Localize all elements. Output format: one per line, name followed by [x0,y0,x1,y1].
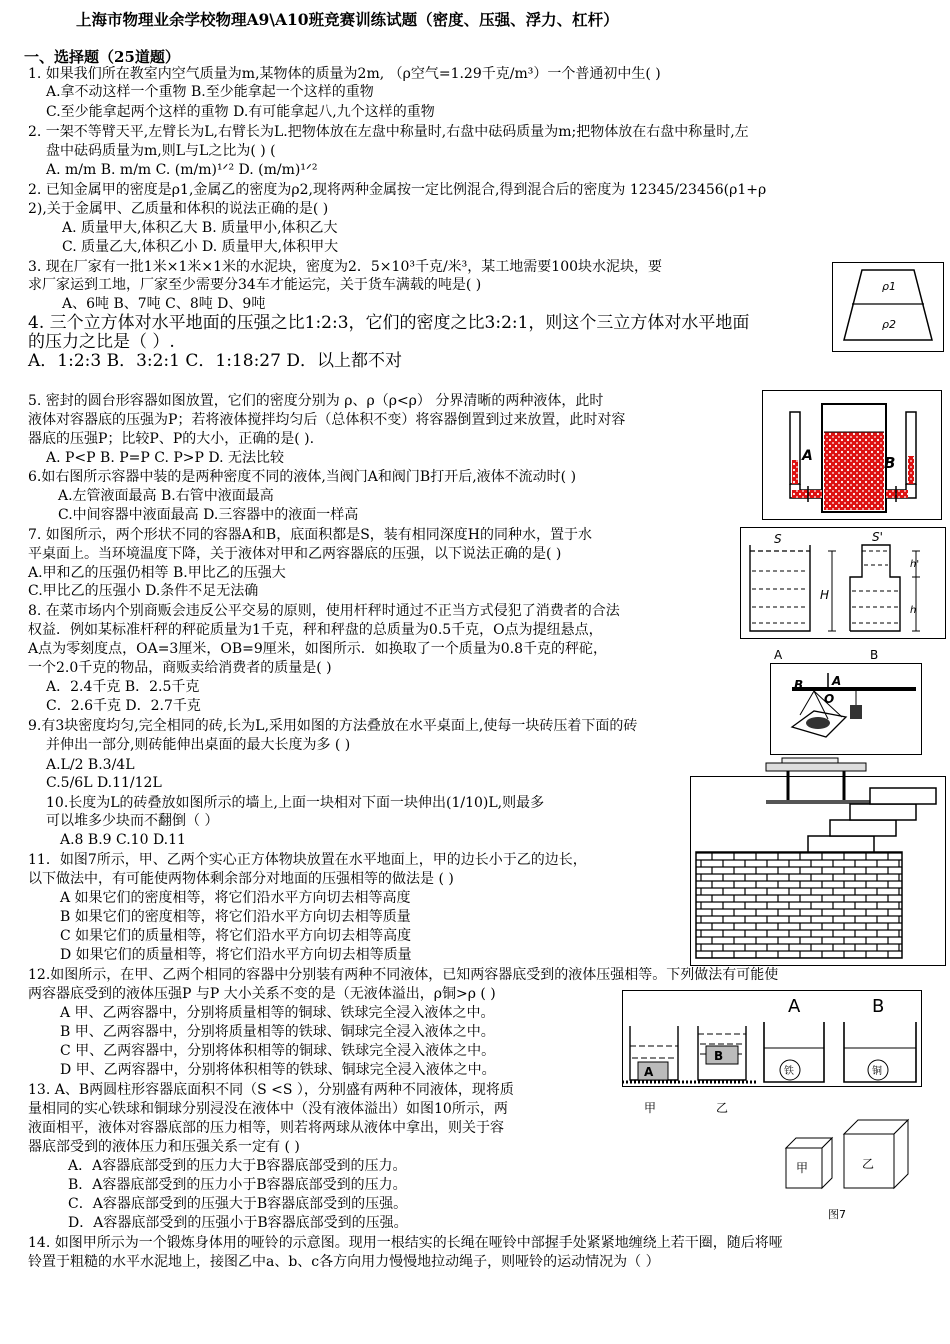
question-line: 7. 如图所示，两个形状不同的容器A和B，底面积都是S，装有相同深度H的同种水，置于水 [28,527,593,543]
figure-7-caption: 图7 [828,1208,846,1221]
question-line: 器底部受到的液体压力和压强关系一定有 ( ) [28,1139,300,1155]
question-line: C 如果它们的质量相等，将它们沿水平方向切去相等高度 [60,928,412,944]
question-line: 液面相平，液体对容器底部的压力相等，则若将两球从液体中拿出，则关于容 [28,1120,504,1136]
question-line: 铃置于粗糙的水平水泥地上，接图乙中a、b、c各方向用力慢慢地拉动绳子，则哑铃的运动情况为（ ） [28,1254,660,1270]
question-line: 6.如右图所示容器中装的是两种密度不同的液体,当阀门A和阀门B打开后,液体不流动时( ) [28,469,577,485]
s-label: S [774,532,782,546]
question-line: A 甲、乙两容器中，分别将质量相等的铜球、铁球完全浸入液体之中。 [60,1005,495,1021]
yi-label: 乙 [716,1101,729,1115]
question-line: A、6吨 B、7吨 C、8吨 D、9吨 [62,296,266,312]
question-line: C.中间容器中液面最高 D.三容器中的液面一样高 [58,507,359,523]
question-line: 5. 密封的圆台形容器如图放置，它们的密度分别为 ρ、ρ（ρ<ρ） 分界清晰的两种液体，此时 [28,393,604,409]
valve-a-label: A [802,448,813,464]
question-line: 求厂家运到工地，厂家至少需要分34车才能运完，关于货车满载的吨是( ) [28,277,482,293]
container-b-in-label: B [714,1049,724,1063]
h-label: h [910,605,917,616]
h-big-label: H [820,588,830,602]
bar-o-label: O [824,692,835,706]
question-line: 12.如图所示，在甲、乙两个相同的容器中分别装有两种不同液体，已知两容器底受到的液体压强相等。下列做法有可能使 [28,967,779,983]
iron-ball-label: 铁 [784,1066,794,1077]
bar-a-label: A [832,674,842,688]
question-line: 10.长度为L的砖叠放如图所示的墙上,上面一块相对下面一块伸出(1/10)L,则最多 [46,795,545,811]
top-b-label: B [872,996,885,1017]
question-line: A．A容器底部受到的压力大于B容器底部受到的压力。 [68,1158,407,1174]
question-line: 2),关于金属甲、乙质量和体积的说法正确的是( ) [28,201,329,217]
container-a-in-label: A [644,1065,654,1079]
question-line: C.5/6L D.11/12L [46,775,162,791]
question-line: A点为零刻度点，OA=3厘米，OB=9厘米，如图所示．如换取了一个质量为0.8千克的秤砣， [28,641,608,657]
question-line: 液体对容器底的压强为P；若将液体搅拌均匀后（总体积不变）将容器倒置到过来放置，此时对容 [28,412,626,428]
question-line: 3. 现在厂家有一批1米×1米×1米的水泥块，密度为2．5×10³千克/米³，某工地需要100块水泥块，要 [28,259,663,275]
containers-12-figure [622,990,922,1118]
copper-ball-label: 铜 [872,1066,882,1077]
question-line: 13. A、B两圆柱形容器底面积不同（S <S ），分别盛有两种不同液体，现将质 [28,1082,514,1098]
question-line: D 甲、乙两容器中，分别将体积相等的铁球、铜球完全浸入液体之中。 [60,1062,496,1078]
question-line: 一个2.0千克的物品，商贩卖给消费者的质量是( ) [28,660,332,676]
question-line: D 如果它们的质量相等，将它们沿水平方向切去相等质量 [60,947,412,963]
question-line: D．A容器底部受到的压强小于B容器底部受到的压强。 [68,1215,408,1231]
question-line: 盘中砝码质量为m,则L与L之比为( ) ( [46,143,276,159]
question-line: A.拿不动这样一个重物 B.至少能拿起一个这样的重物 [46,84,374,100]
question-line: 8. 在菜市场内个别商贩会违反公平交易的原则，使用杆秤时通过不正当方式侵犯了消费者的合法 [28,603,620,619]
question-line: C 甲、乙两容器中，分别将体积相等的铜球、铁球完全浸入液体之中。 [60,1043,496,1059]
question-line: 量相同的实心铁球和铜球分别浸没在液体中（没有液体溢出）如图10所示，两 [28,1101,508,1117]
question-line: 2. 已知金属甲的密度是ρ1,金属乙的密度为ρ2,现将两种金属按一定比例混合,得到混合后的密度为 12345/23456(ρ1+ρ [28,182,767,198]
question-line: C．2.6千克 D．2.7千克 [46,698,201,714]
question-line: 器底的压强P；比较P、P的大小，正确的是( ). [28,431,315,447]
question-line: 9.有3块密度均匀,完全相同的砖,长为L,采用如图的方法叠放在水平桌面上,使每一块砖压着下面的砖 [28,718,638,734]
section-heading: 一、选择题（25道题） [24,48,180,66]
question-line: 权益．例如某标准杆秤的秤砣质量为1千克，秤和秤盘的总质量为0.5千克，O点为提纽悬点， [28,622,603,638]
question-line: 14. 如图甲所示为一个锻炼身体用的哑铃的示意图。现用一根结实的长绳在哑铃中部握手处紧紧地缠绕上若干圈，随后将哑 [28,1235,783,1251]
h-prime-label: h' [910,559,920,570]
steelyard-a-label: A [774,648,783,662]
question-line: A.L/2 B.3/4L [46,757,135,773]
rho1-label: ρ1 [882,280,896,293]
question-line: B．A容器底部受到的压力小于B容器底部受到的压力。 [68,1177,407,1193]
question-line: A. P<P B. P=P C. P>P D. 无法比较 [46,450,284,466]
question-line: C．A容器底部受到的压强大于B容器底部受到的压强。 [68,1196,408,1212]
question-line: 两容器底受到的液体压强P 与P 大小关系不变的是（无液体溢出，ρ铜>ρ ( ) [28,986,496,1002]
question-line: A.8 B.9 C.10 D.11 [60,832,186,848]
cubes-figure [770,1110,920,1226]
question-line: 可以堆多少块而不翻倒（ ） [46,813,219,829]
bar-b-label: B [794,678,804,692]
question-line: A．2.4千克 B．2.5千克 [46,679,200,695]
question-line: C.甲比乙的压强小 D.条件不足无法确 [28,583,259,599]
valve-b-label: B [884,454,896,472]
question-line: A. 质量甲大,体积乙大 B. 质量甲小,体积乙大 [62,220,338,236]
question-line: 并伸出一部分,则砖能伸出桌面的最大长度为多 ( ) [46,737,351,753]
question-line: 平桌面上。当环境温度下降，关于液体对甲和乙两容器底的压强，以下说法正确的是( ) [28,546,562,562]
brick-wall-figure [690,776,946,966]
question-line: C. 质量乙大,体积乙小 D. 质量甲大,体积甲大 [62,239,339,255]
question-line: 4. 三个立方体对水平地面的压强之比1:2:3，它们的密度之比3:2:1，则这个三立方体对水平地面 [28,313,750,333]
question-line: B 甲、乙两容器中，分别将质量相等的铁球、铜球完全浸入液体之中。 [60,1024,495,1040]
question-line: A．1:2:3 B．3:2:1 C．1:18:27 D．以上都不对 [28,351,402,371]
s-prime-label: S' [872,530,883,544]
question-line: A.甲和乙的压强仍相等 B.甲比乙的压强大 [28,565,286,581]
question-line: 11．如图7所示，甲、乙两个实心正方体物块放置在水平地面上，甲的边长小于乙的边长， [28,852,587,868]
question-line: 2. 一架不等臂天平,左臂长为L,右臂长为L.把物体放在左盘中称量时,右盘中砝码质量为m;把物体放在右盘中称量时,左 [28,124,749,140]
question-line: C.至少能拿起两个这样的重物 D.有可能拿起八,九个这样的重物 [46,104,435,120]
question-line: 的压力之比是（ ）. [28,332,175,352]
containers-figure [740,527,946,639]
page-title: 上海市物理业余学校物理A9\A10班竞赛训练试题（密度、压强、浮力、杠杆） [76,10,619,29]
jia-label: 甲 [644,1101,657,1115]
frustum-figure [832,262,944,352]
rho2-label: ρ2 [882,318,896,331]
question-line: B 如果它们的密度相等，将它们沿水平方向切去相等质量 [60,909,411,925]
question-line: A 如果它们的密度相等，将它们沿水平方向切去相等高度 [60,890,411,906]
top-a-label: A [788,996,801,1017]
question-line: 1. 如果我们所在教室内空气质量为m,某物体的质量为2m, （ρ空气=1.29千克/m³）一个普通初中生( ) [28,66,661,82]
steelyard-b-label: B [870,648,879,662]
cube-yi-label: 乙 [862,1157,875,1171]
question-line: A.左管液面最高 B.右管中液面最高 [58,488,274,504]
question-line: A. m/m B. m/m C. (m/m)¹ᐟ² D. (m/m)¹ᐟ² [46,162,318,178]
question-line: 以下做法中，有可能使两物体剩余部分对地面的压强相等的做法是 ( ) [28,871,454,887]
steelyard-figure [770,645,922,755]
valve-tanks-figure [762,390,942,520]
cube-jia-label: 甲 [796,1161,809,1175]
